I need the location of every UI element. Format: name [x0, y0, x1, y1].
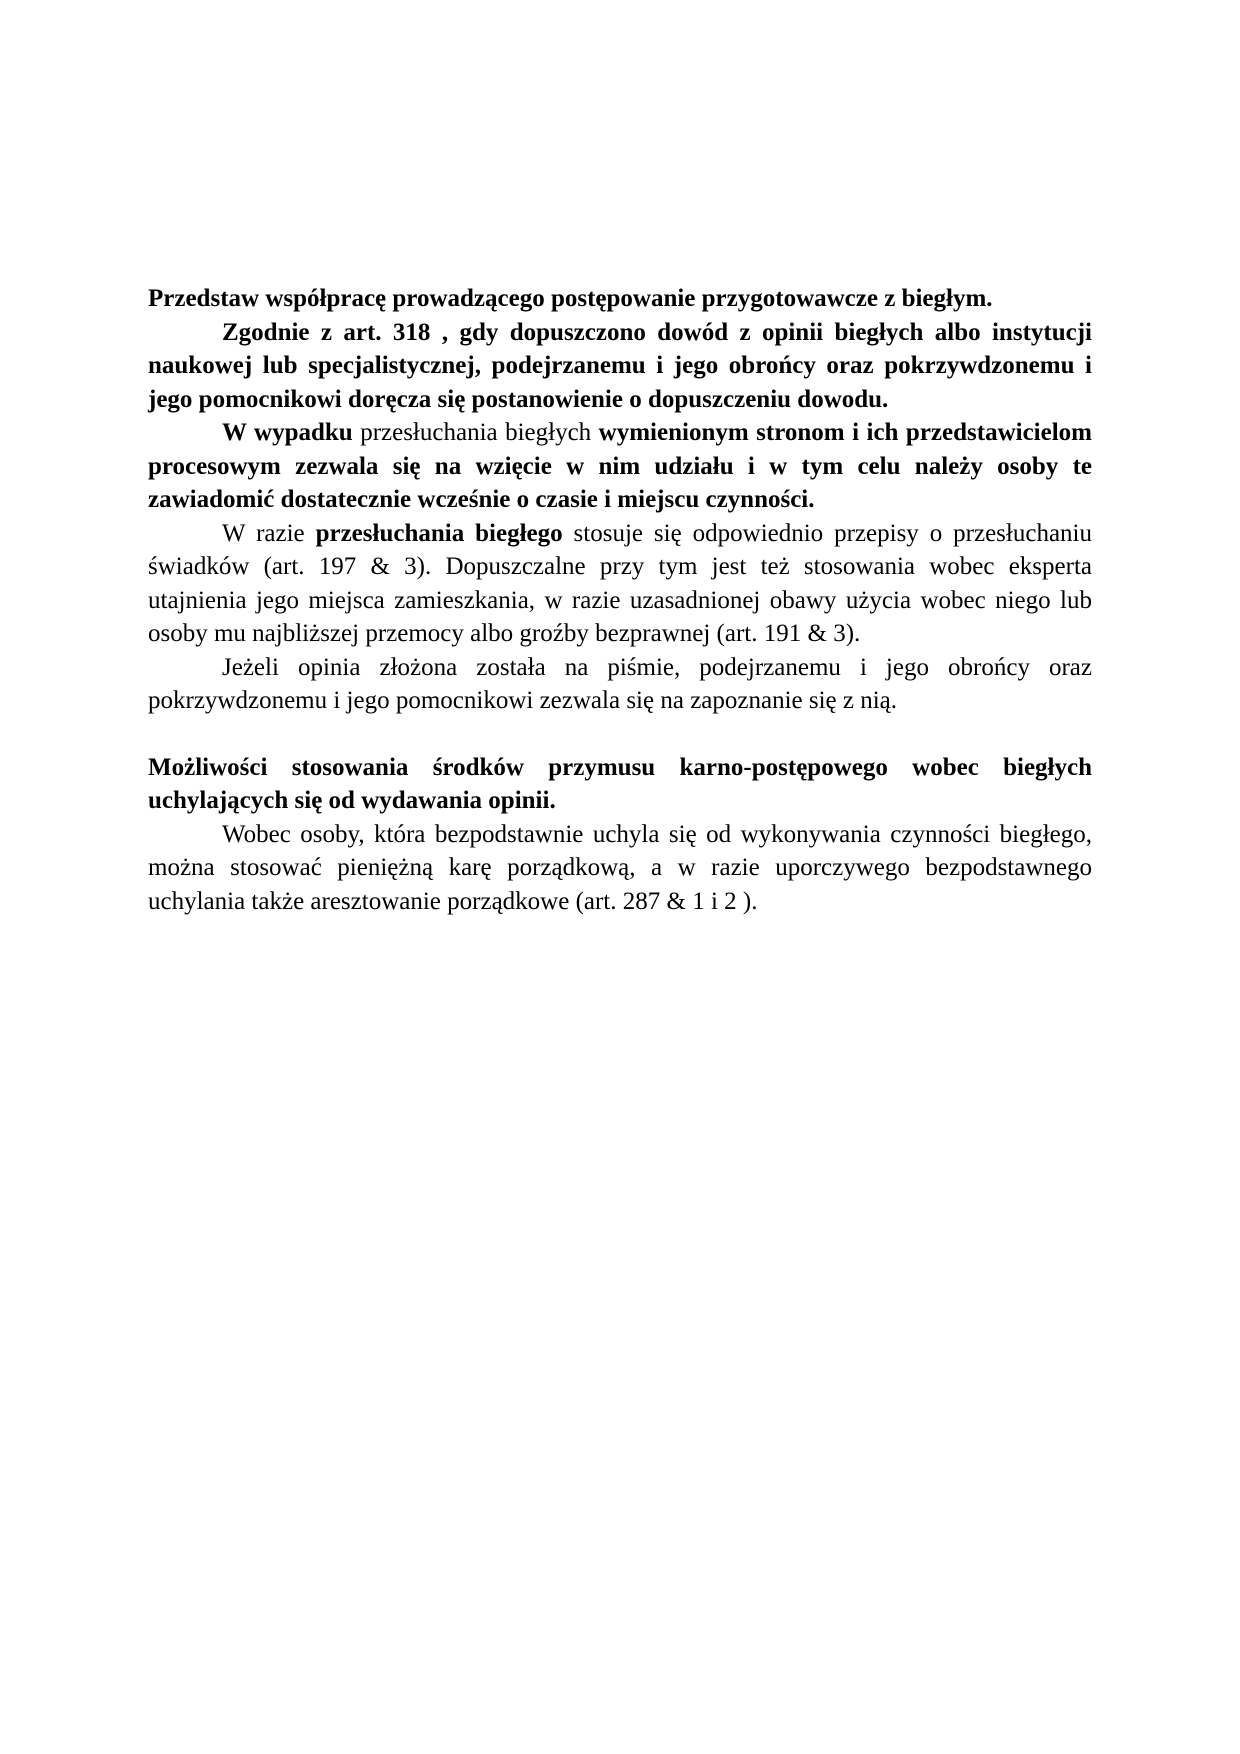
paragraph-art-318: Zgodnie z art. 318 , gdy dopuszczono dowód z opinii biegłych albo instytucji naukowej lub specjalistycznej, podejrzanemu i jego obrońcy oraz pokrzywdzonemu i jego pomocnikowi doręcza się postanowienie o dopuszczeniu dowodu. [148, 318, 1092, 413]
paragraph-written-opinion: Jeżeli opinia złożona została na piśmie, podejrzanemu i jego obrońcy oraz pokrzywdzonemu i jego pomocnikowi zezwala się na zapoznanie się z nią. [148, 653, 1092, 714]
text-bold-term: przesłuchania biegłego [315, 519, 563, 547]
paragraph-hearing-participation [148, 416, 1092, 517]
section-spacer [148, 718, 1092, 751]
section-heading-coercive-measures: Możliwości stosowania środków przymusu karno-postępowego wobec biegłych uchylających się od wydawania opinii. [148, 753, 1092, 814]
paragraph-expert-hearing [148, 517, 1092, 651]
text-regular: przesłuchania biegłych [352, 419, 599, 446]
text-bold-lead: W wypadku [222, 419, 353, 446]
document-body [148, 282, 1092, 918]
paragraph-penalties: Wobec osoby, która bezpodstawnie uchyla się od wykonywania czynności biegłego, można stosować pieniężną karę porządkową, a w razie uporczywego bezpodstawnego uchylania także aresztowanie porządkowe (art. 287 & 1 i 2 ). [148, 820, 1092, 915]
section-heading-cooperation: Przedstaw współpracę prowadzącego postępowanie przygotowawcze z biegłym. [148, 285, 993, 312]
text-bold-rest: wymienionym stronom i ich przedstawicielom procesowym zezwala się na wzięcie w nim udziału i w tym celu należy osoby te zawiadomić dostatecznie wcześnie o czasie i miejscu czynności. [148, 419, 1092, 513]
text-regular-lead: W razie [222, 519, 316, 547]
text-regular-rest: stosuje się odpowiednio przepisy o przesłuchaniu świadków (art. 197 & 3). Dopuszczalne przy tym jest też stosowania wobec eksperta utajnienia jego miejsca zamieszkania, w razie uzasadnionej obawy użycia wobec niego lub osoby mu najbliższej przemocy albo groźby bezprawnej (art. 191 & 3). [148, 519, 1092, 647]
